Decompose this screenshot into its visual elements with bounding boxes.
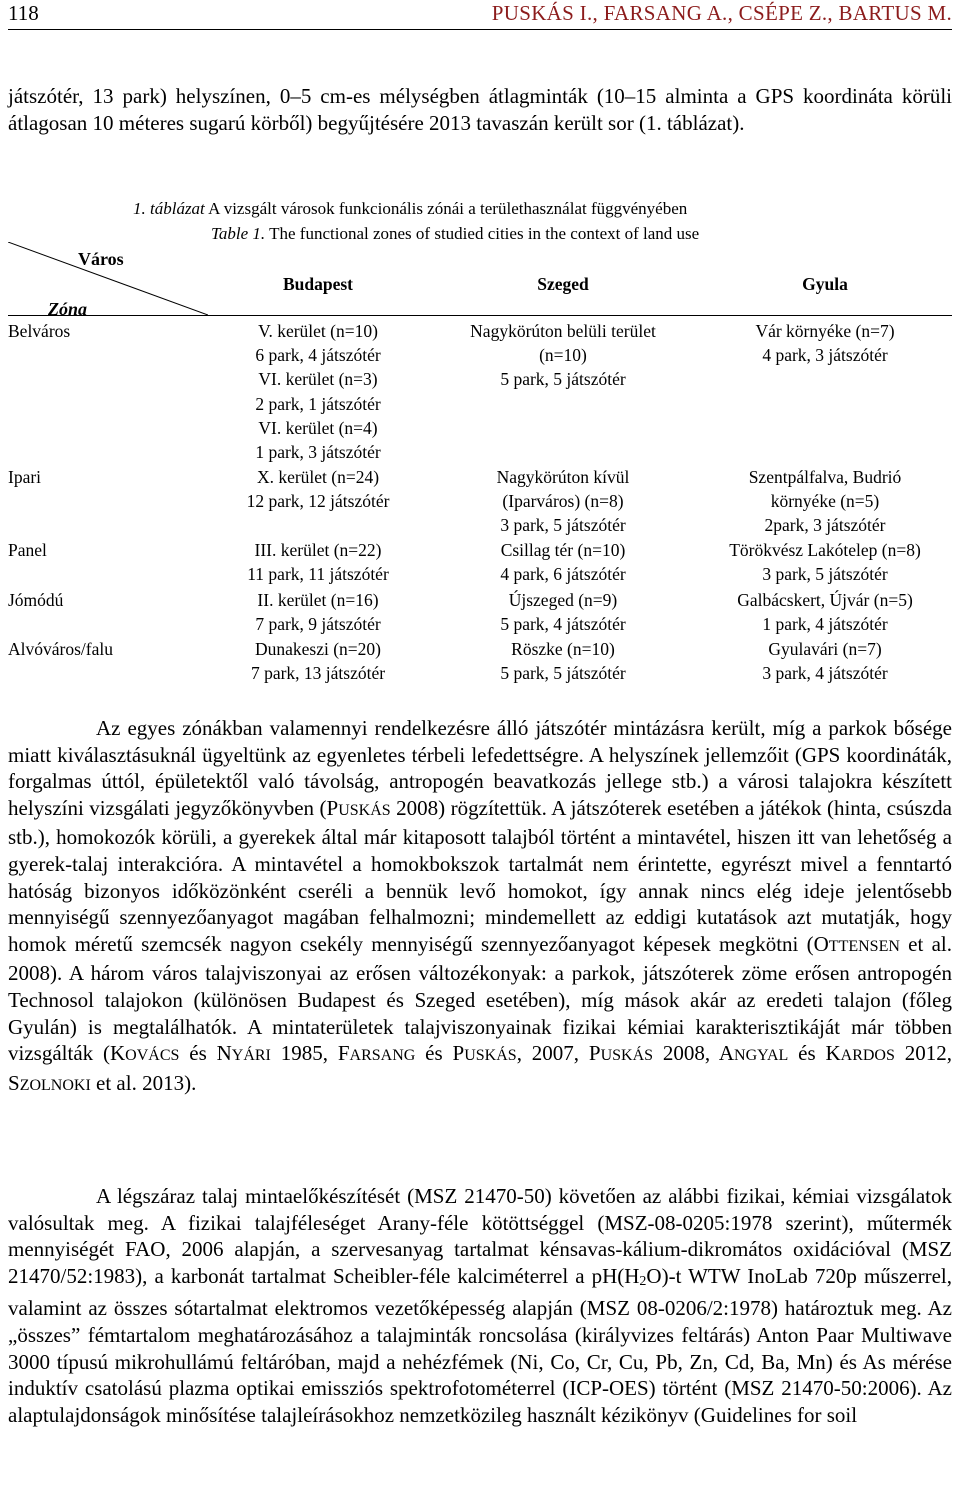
table-caption-en (211, 224, 960, 244)
running-head-authors: PUSKÁS I., FARSANG A., CSÉPE Z., BARTUS M. (491, 1, 952, 25)
gyula-cell (698, 465, 952, 538)
cell-line: környéke (n=5) (770, 491, 880, 512)
corner-header-city: Város (78, 249, 124, 269)
table-caption-hu-text: A vizsgált városok funkcionális zónái a területhasználat függvényében (204, 199, 688, 218)
body-paragraph-2 (8, 1183, 952, 1428)
szeged-cell (428, 588, 698, 636)
body-paragraph-1 (8, 715, 952, 1099)
page-header (8, 0, 952, 30)
cell-line: 1 park, 3 játszótér (255, 442, 381, 463)
zone-label: Alvóváros/falu (8, 639, 113, 659)
cell-line: 3 park, 5 játszótér (500, 515, 626, 536)
cell-line: 4 park, 3 játszótér (762, 345, 888, 366)
cell-line: 6 park, 4 játszótér (255, 345, 381, 366)
header-rule-line (8, 315, 952, 316)
cell-line: 1 park, 4 játszótér (762, 614, 888, 635)
small-caps-run: ARDOS (840, 1047, 895, 1065)
text-run: Az egyes zónákban valamennyi rendelkezésre álló játszótér mintázásra került, míg a parkok bősége miatt kiválasztásuknál ügyeltünk az egyenletes térbeli lefedettségre. A helyszínek jellemzőit (GPS koordináták, forgalmas úttól, épületektől való távolság, antropogén beavatkozás jellege stb.) a városi talajokra készített helyszíni vizsgálati jegyzőkönyvben (P (8, 716, 952, 820)
cell-line: 11 park, 11 játszótér (247, 564, 389, 585)
cell-line: II. kerület (n=16) (257, 590, 379, 610)
text-run: O)-t WTW InoLab 720p műszerrel, valamint az összes sótartalmat elektromos vezetőképesség alapján (MSZ 08-0206/2:1978) határoztuk meg. Az „összes” fémtartalom meghatározásához a talajminták roncsolása (királyvizes feltárás) Anton Paar Multiwave 3000 típusú mikrohullámú feltáróban, majd a nehézfémek (Ni, Co, Cr, Cu, Pb, Zn, Cd, Ba, Mn) és As mérése induktív csatolású plazma optikai emissziós spektrofotométerrel (ICP-OES) történt (MSZ 21470-50:2006). Az alaptulajdonságok minősítése talajleírásokhoz nemzetközileg használt kézikönyv (Guidelines for soil (8, 1263, 952, 1427)
cell-line: 7 park, 13 játszótér (250, 663, 386, 684)
text-run: és N (179, 1041, 232, 1066)
text-run: et al. 2013). (90, 1070, 197, 1095)
small-caps-run: ARSANG (349, 1047, 416, 1065)
szeged-cell (428, 465, 698, 538)
small-caps-run: OVÁCS (125, 1047, 180, 1065)
cell-line: VI. kerület (n=3) (258, 369, 378, 390)
table-caption-hu (133, 199, 953, 219)
zone-label: Panel (8, 540, 47, 560)
gyula-cell (698, 319, 952, 367)
cell-line: Csillag tér (n=10) (500, 540, 626, 560)
zone-label: Jómódú (8, 590, 64, 610)
page-number: 118 (8, 1, 39, 25)
cell-line: (Iparváros) (n=8) (502, 491, 624, 512)
text-run: , 2007, P (516, 1041, 601, 1066)
cell-line: 3 park, 4 játszótér (762, 663, 888, 684)
cell-line: 2 park, 1 játszótér (255, 393, 381, 414)
budapest-cell (208, 588, 428, 636)
cell-line: Újszeged (n=9) (508, 590, 618, 610)
cell-line: Nagykörúton kívül (496, 467, 630, 487)
text-run: et al. 2008). A három város talajviszonyai az erősen változékonyak: a parkok, játszóterek zöme erősen antropogén Technosol talajokon (különösen Budapest és Szeged esetében), míg mások akár az eredeti talajon (főleg Gyulán) is megtalálhatók. A mintaterületek talajviszonyainak fizikai kémiai karakterisztikáját már többen vizsgálták (K (8, 931, 952, 1066)
small-caps-run: NGYAL (734, 1047, 789, 1065)
cell-line: Galbácskert, Újvár (n=5) (737, 590, 913, 610)
header-rule (8, 29, 952, 30)
budapest-cell (208, 637, 428, 685)
cell-line: 12 park, 12 játszótér (246, 491, 390, 512)
cell-line: V. kerület (n=10) (258, 321, 378, 341)
cell-line: Szentpálfalva, Budrió (748, 467, 902, 487)
cell-line: Törökvész Lakótelep (n=8) (729, 540, 921, 560)
cell-line: III. kerület (n=22) (254, 540, 382, 560)
zone-label: Belváros (8, 321, 71, 341)
cell-line: 2park, 3 játszótér (764, 515, 886, 536)
small-caps-run: USKÁS (338, 801, 391, 819)
szeged-cell (428, 319, 698, 392)
szeged-cell (428, 637, 698, 685)
subscript: 2 (639, 1273, 647, 1289)
text-run: 2012, S (8, 1041, 952, 1095)
cell-line: Vár környéke (n=7) (755, 321, 895, 341)
cell-line: Nagykörúton belüli terület (470, 321, 656, 341)
budapest-cell (208, 465, 428, 513)
corner-header-zone: Zóna (48, 299, 88, 319)
zones-table (8, 242, 952, 692)
cell-line: 7 park, 9 játszótér (255, 614, 381, 635)
budapest-cell (208, 538, 428, 586)
small-caps-run: USKÁS (600, 1047, 654, 1065)
cell-line: 3 park, 5 játszótér (762, 564, 888, 585)
szeged-cell (428, 538, 698, 586)
small-caps-run: TTENSEN (828, 937, 900, 955)
text-run: 2008, A (653, 1041, 735, 1066)
budapest-cell (208, 319, 428, 464)
gyula-cell (698, 588, 952, 636)
text-run: 2008) rögzítettük. A játszóterek esetében a játékok (hinta, csúszda stb.), homokozók körüli, a gyerekek által már kitaposott talajból történt a mintavétel, hiszen itt van lehetőség a gyerek-talaj interakcióra. A mintavétel a homokbokszok tartalmát nem érintette, egyrészt mivel a fenntartó hatóság bizonyos időközönként cseréli a bennük levő homokot, így annak nincs elég ideje jelentősebb mennyiségű szennyezőanyagot magában felhalmozni; mindemellett az eddigi kutatások azt mutatják, hogy homok méretű szemcsék nagyon csekély mennyiségű szennyezőanyagot képesek megkötni (O (8, 795, 953, 956)
cell-line: X. kerület (n=24) (256, 467, 380, 487)
zone-label: Ipari (8, 467, 42, 487)
cell-line: 4 park, 6 játszótér (500, 564, 626, 585)
small-caps-run: YÁRI (231, 1047, 271, 1065)
gyula-cell (698, 637, 952, 685)
cell-line: 5 park, 4 játszótér (500, 614, 626, 635)
gyula-cell (698, 538, 952, 586)
cell-line: (n=10) (539, 345, 587, 366)
text-run: és P (415, 1041, 465, 1066)
small-caps-run: USKÁS (464, 1047, 517, 1065)
column-header-szeged: Szeged (537, 274, 589, 294)
small-caps-run: ZOLNOKI (19, 1076, 91, 1094)
table-caption-hu-label: 1. táblázat (133, 199, 205, 218)
cell-line: VI. kerület (n=4) (258, 417, 378, 438)
text-run: és K (788, 1041, 841, 1066)
cell-line: Röszke (n=10) (511, 639, 615, 659)
cell-line: 5 park, 5 játszótér (500, 663, 626, 684)
cell-line: Gyulavári (n=7) (768, 639, 882, 659)
column-header-gyula: Gyula (802, 274, 848, 294)
table-caption-en-text: The functional zones of studied cities in the context of land use (265, 224, 700, 243)
text-run: 1985, F (270, 1041, 350, 1066)
text-run: A légszáraz talaj mintaelőkészítését (MSZ 21470-50) követően az alábbi fizikai, kémiai vizsgálatok valósultak meg. A fizikai talajféleséget Arany-féle kötöttséggel (MSZ-08-0205:1978 szerint), műtermék mennyiségét FAO, 2006 alapján, a szervesanyag tartalmat kénsavas-kálium-dikromátos oxidációval (MSZ 21470/52:1983), a karbonát tartalmat Scheibler-féle kalciméterrel a pH(H (8, 1184, 952, 1288)
cell-line: 5 park, 5 játszótér (500, 369, 626, 390)
cell-line: Dunakeszi (n=20) (254, 639, 381, 659)
table-caption-en-label: Table 1. (211, 224, 266, 243)
column-header-budapest: Budapest (282, 274, 354, 294)
intro-paragraph: játszótér, 13 park) helyszínen, 0–5 cm-es mélységben átlagminták (10–15 alminta a GPS koordináta körüli átlagosan 10 méteres sugarú körből) begyűjtésére 2013 tavaszán került sor (1. táblázat). (8, 84, 952, 135)
